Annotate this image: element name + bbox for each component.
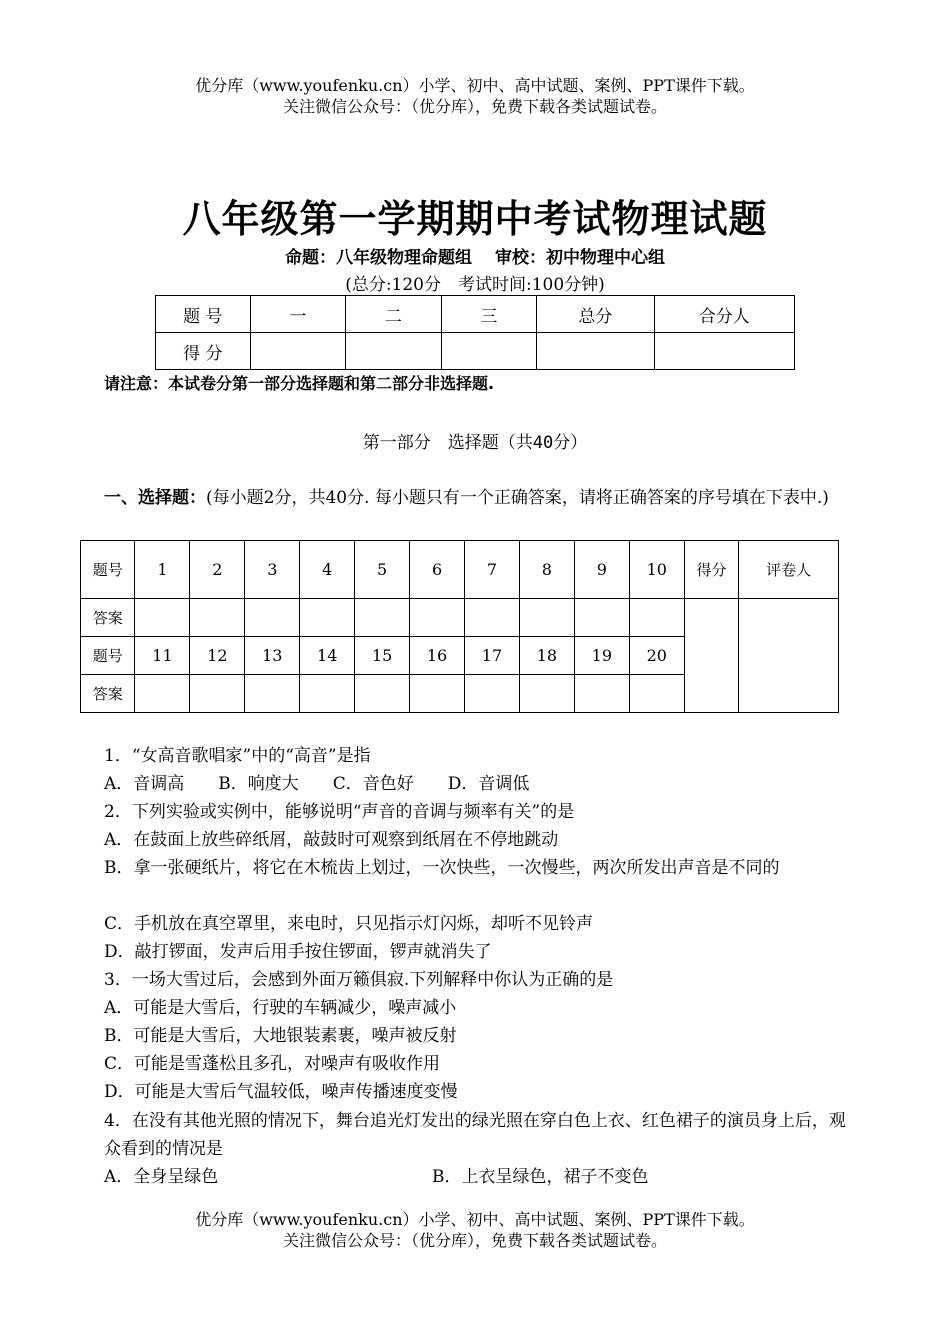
score-cell	[654, 333, 794, 370]
question-4-option-b: B．上衣呈绿色，裙子不变色	[432, 1167, 649, 1187]
question-2-option-b: B．拿一张硬纸片，将它在木梳齿上划过，一次快些，一次慢些，两次所发出声音是不同的	[104, 858, 780, 878]
answer-cell	[465, 599, 520, 637]
question-3-option-d: D．可能是大雪后气温较低，噪声传播速度变慢	[104, 1082, 458, 1102]
answer-cell	[300, 599, 355, 637]
question-1-options: A．音调高 B．响度大 C．音色好 D．音调低	[104, 774, 530, 794]
question-number: 15	[355, 637, 410, 675]
answer-cell	[629, 675, 684, 713]
score-value-cell	[684, 599, 738, 713]
question-number: 19	[574, 637, 629, 675]
answer-row-label: 答案	[81, 599, 135, 637]
answer-cell	[519, 599, 574, 637]
question-2-option-d: D．敲打锣面，发声后用手按住锣面，锣声就消失了	[104, 942, 492, 962]
answer-cell	[190, 599, 245, 637]
question-number: 16	[410, 637, 465, 675]
grader-label: 评卷人	[739, 541, 839, 599]
footer-line-2: 关注微信公众号：（优分库），免费下载各类试题试卷。	[282, 1231, 667, 1250]
answer-cell	[355, 675, 410, 713]
question-3-option-b: B．可能是大雪后，大地银装素裹，噪声被反射	[104, 1026, 457, 1046]
score-table	[155, 295, 795, 370]
question-2: 2．下列实验或实例中，能够说明“声音的音调与频率有关”的是	[104, 802, 575, 822]
question-3: 3．一场大雪过后，会感到外面万籁俱寂.下列解释中你认为正确的是	[104, 970, 614, 990]
score-header-cell: 三	[441, 296, 537, 333]
question-number: 8	[519, 541, 574, 599]
score-row-label: 得 分	[156, 333, 251, 370]
answer-row-label: 答案	[81, 675, 135, 713]
question-number: 3	[245, 541, 300, 599]
question-number: 18	[519, 637, 574, 675]
page-title: 八年级第一学期期中考试物理试题	[182, 196, 768, 241]
answer-table-q-label: 题号	[81, 637, 135, 675]
question-number: 14	[300, 637, 355, 675]
question-number: 20	[629, 637, 684, 675]
footer-line-1: 优分库（www.youfenku.cn）小学、初中、高中试题、案例、PPT课件下载。	[195, 1210, 755, 1229]
section1-instructions	[104, 484, 849, 512]
question-number: 11	[135, 637, 190, 675]
question-1: 1．“女高音歌唱家”中的“高音”是指	[104, 746, 371, 766]
question-number: 7	[465, 541, 520, 599]
part1-title: 第一部分 选择题（共40分）	[362, 433, 588, 453]
score-header-cell: 一	[250, 296, 346, 333]
score-cell	[346, 333, 442, 370]
score-cell	[250, 333, 346, 370]
answer-cell	[190, 675, 245, 713]
exam-meta: (总分:120分 考试时间:100分钟)	[345, 275, 605, 295]
answer-cell	[465, 675, 520, 713]
answer-table-q-label: 题号	[81, 541, 135, 599]
question-number: 1	[135, 541, 190, 599]
answer-cell	[245, 675, 300, 713]
answer-cell	[355, 599, 410, 637]
question-number: 2	[190, 541, 245, 599]
answer-cell	[574, 599, 629, 637]
question-number: 6	[410, 541, 465, 599]
question-3-option-a: A．可能是大雪后，行驶的车辆减少，噪声减小	[104, 998, 457, 1018]
answer-cell	[410, 675, 465, 713]
score-label: 得分	[684, 541, 738, 599]
question-number: 4	[300, 541, 355, 599]
header-line-1: 优分库（www.youfenku.cn）小学、初中、高中试题、案例、PPT课件下载。	[195, 76, 755, 95]
question-2-option-a: A．在鼓面上放些碎纸屑，敲鼓时可观察到纸屑在不停地跳动	[104, 830, 559, 850]
section1-label: 一、选择题：	[104, 488, 206, 508]
notice: 请注意：本试卷分第一部分选择题和第二部分非选择题.	[104, 374, 495, 393]
answer-cell	[519, 675, 574, 713]
section1-text: (每小题2分，共40分. 每小题只有一个正确答案，请将正确答案的序号填在下表中.)	[206, 488, 829, 508]
question-number: 12	[190, 637, 245, 675]
answer-cell	[574, 675, 629, 713]
score-header-cell: 总分	[537, 296, 654, 333]
question-number: 17	[465, 637, 520, 675]
answer-cell	[135, 675, 190, 713]
question-number: 5	[355, 541, 410, 599]
score-header-cell: 合分人	[654, 296, 794, 333]
score-cell	[537, 333, 654, 370]
question-3-option-c: C．可能是雪蓬松且多孔，对噪声有吸收作用	[104, 1054, 441, 1074]
question-4-option-a: A．全身呈绿色	[104, 1167, 219, 1187]
question-number: 10	[629, 541, 684, 599]
question-2-option-c: C．手机放在真空罩里，来电时，只见指示灯闪烁，却听不见铃声	[104, 914, 594, 934]
grader-value-cell	[739, 599, 839, 713]
score-header-cell: 二	[346, 296, 442, 333]
question-number: 9	[574, 541, 629, 599]
question-4: 4．在没有其他光照的情况下，舞台追光灯发出的绿光照在穿白色上衣、红色裙子的演员身上后，观众看到的情况是	[104, 1111, 846, 1159]
question-number: 13	[245, 637, 300, 675]
answer-table	[80, 540, 839, 713]
authors-line: 命题：八年级物理命题组 审校：初中物理中心组	[285, 248, 665, 268]
header-line-2: 关注微信公众号：（优分库），免费下载各类试题试卷。	[282, 97, 667, 116]
answer-cell	[300, 675, 355, 713]
answer-cell	[135, 599, 190, 637]
answer-cell	[245, 599, 300, 637]
answer-cell	[410, 599, 465, 637]
answer-cell	[629, 599, 684, 637]
score-cell	[441, 333, 537, 370]
score-header-cell: 题 号	[156, 296, 251, 333]
